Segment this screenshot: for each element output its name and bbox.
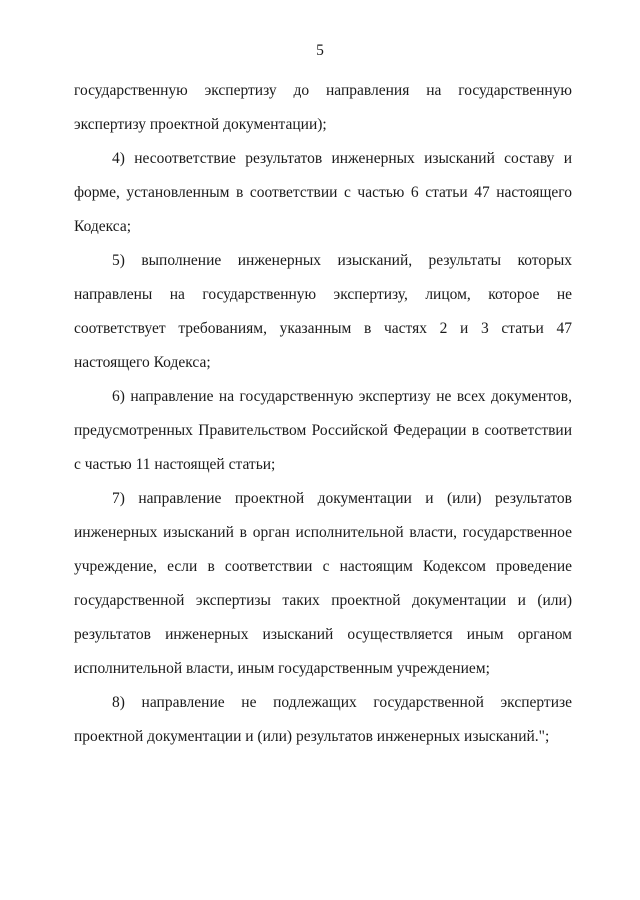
paragraph-item-6: 6) направление на государственную экспертизу не всех документов, предусмотренных Правительством Российской Федерации в соответствии с частью 11 настоящей статьи; [74,388,572,473]
paragraph-item-7: 7) направление проектной документации и (или) результатов инженерных изысканий в орган исполнительной власти, государственное учреждение, если в соответствии с настоящим Кодексом проведение государственной экспертизы таких проектной документации и (или) результатов инженерных изысканий осуществляется иным органом исполнительной власти, иным государственным учреждением; [74,490,572,677]
paragraph-item-4: 4) несоответствие результатов инженерных изысканий составу и форме, установленным в соответствии с частью 6 статьи 47 настоящего Кодекса; [74,150,572,235]
page-number: 5 [316,42,324,59]
paragraph-item-5: 5) выполнение инженерных изысканий, результаты которых направлены на государственную экспертизу, лицом, которое не соответствует требованиям, указанным в частях 2 и 3 статьи 47 настоящего Кодекса; [74,252,572,371]
document-body [74,74,572,754]
paragraph-continuation: государственную экспертизу до направления на государственную экспертизу проектной документации); [74,82,572,133]
paragraph-item-8: 8) направление не подлежащих государственной экспертизе проектной документации и (или) результатов инженерных изысканий."; [74,694,572,745]
